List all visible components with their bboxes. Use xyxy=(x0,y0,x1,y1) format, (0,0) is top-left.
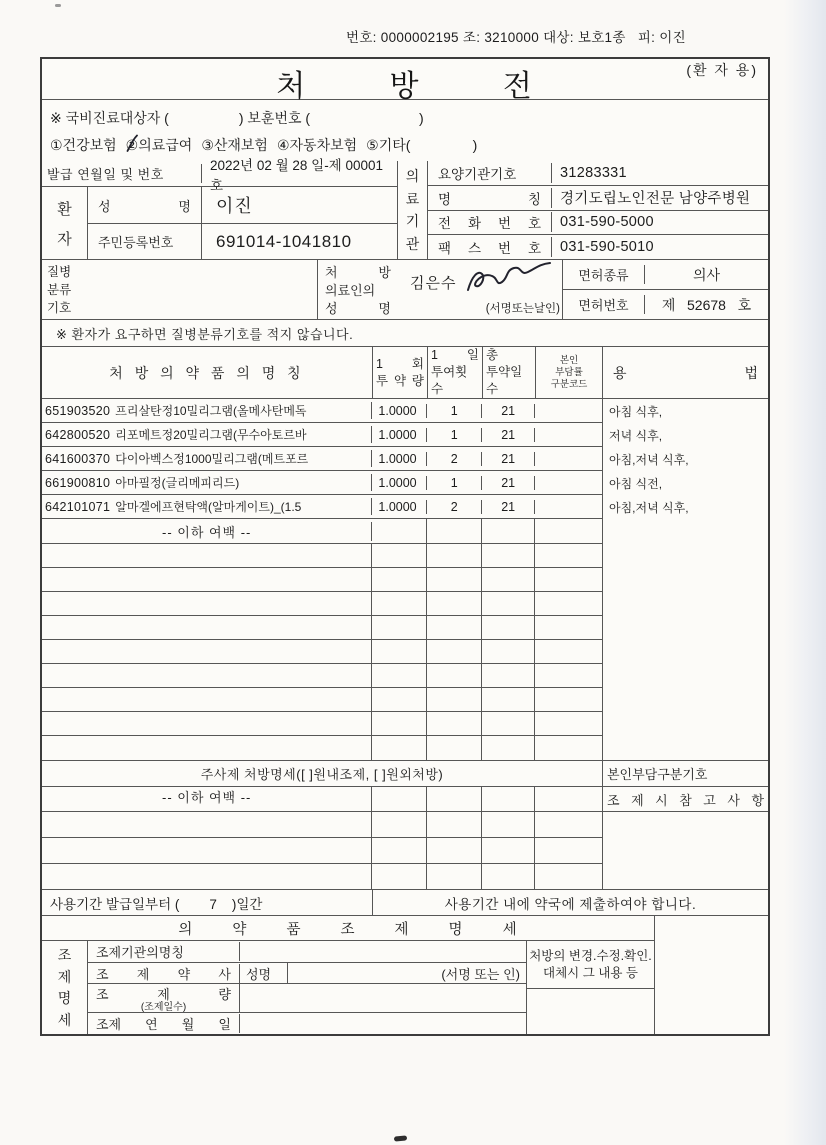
usage-period-section xyxy=(42,890,768,916)
drug-frequency: 1 xyxy=(427,476,482,490)
pharmacist-note-label: 조 제 시 참 고 사 항 xyxy=(607,792,764,808)
pharmacist-name-sublabel: 성명 xyxy=(240,963,288,984)
drug-days: 21 xyxy=(482,404,535,418)
institution-group-label: 의 료 기 관 xyxy=(398,161,428,259)
drug-dose: 1.0000 xyxy=(372,500,427,514)
drug-name: 리포메트정20밀리그램(무수아토르바 xyxy=(115,428,307,442)
license-no-value: 제 52678 호 xyxy=(661,296,752,313)
institution-phone-value: 031-590-5000 xyxy=(560,214,654,231)
medication-row xyxy=(42,447,602,471)
info-section xyxy=(42,157,768,260)
empty-medication-row xyxy=(42,736,602,760)
usage-period-notice: 사용기간 내에 약국에 제출하여야 합니다. xyxy=(444,896,697,912)
disease-code-notice: ※ 환자가 요구하면 질병분류기호를 적지 않습니다. xyxy=(42,320,768,347)
drug-name: 다이아벡스정1000밀리그램(메트포르 xyxy=(115,452,309,466)
empty-medication-row xyxy=(42,568,602,592)
injection-section xyxy=(42,761,768,787)
patient-rrn-value: 691014-1041810 xyxy=(216,231,352,251)
dispense-group-label: 조 제 명 세 xyxy=(42,941,88,1034)
col-header-dose: 1 회 투 약 량 xyxy=(373,347,428,398)
dispense-section xyxy=(42,916,768,1034)
drug-code: 642800520 xyxy=(45,427,111,442)
pharmacist-note-area xyxy=(603,812,768,889)
institution-name-label: 명 칭 xyxy=(428,188,552,208)
col-header-usage: 용 법 xyxy=(613,364,758,381)
drug-code: 641600370 xyxy=(45,451,111,466)
injection-end-row xyxy=(42,787,768,812)
lower-empty-rows xyxy=(42,812,768,890)
medication-row xyxy=(42,471,602,495)
drug-days: 21 xyxy=(482,476,535,490)
insurance-option-health: ①건강보험 xyxy=(50,137,117,153)
drug-frequency: 1 xyxy=(427,428,482,442)
institution-name-value: 경기도립노인전문 남양주병원 xyxy=(560,191,751,208)
dispense-amount-label: 조 제 량 (조제일수) xyxy=(88,984,240,1012)
copay-code-label: 본인부담구분기호 xyxy=(607,767,708,782)
prescriber-section xyxy=(42,260,768,320)
injection-label: 주사제 처방명세([ ]원내조제, [ ]원외처방) xyxy=(42,761,603,786)
prescription-change-value xyxy=(527,989,654,1034)
disease-code-value xyxy=(88,260,318,319)
drug-days: 21 xyxy=(482,452,535,466)
empty-row xyxy=(42,838,602,864)
dispense-org-value xyxy=(240,941,526,962)
empty-medication-row xyxy=(42,688,602,712)
government-care-line: ※ 국비진료대상자 ( ) 보훈번호 ( ) xyxy=(50,110,424,126)
usage-instruction: 아침,저녁 식후, xyxy=(609,501,689,515)
drug-name: 아마필정(글리메피리드) xyxy=(115,476,240,490)
drug-frequency: 1 xyxy=(427,404,482,418)
usage-instruction: 아침,저녁 식후, xyxy=(609,453,689,467)
dispense-amount-value xyxy=(240,984,526,1012)
dispense-org-label: 조제기관의명칭 xyxy=(88,942,240,961)
end-of-list-marker: -- 이하 여백 -- xyxy=(42,787,372,811)
drug-code: 651903520 xyxy=(45,403,111,418)
institution-fax-label: 팩 스 번 호 xyxy=(428,237,552,257)
usage-instruction: 아침 식전, xyxy=(609,477,663,491)
col-header-drug-name: 처 방 의 약 품 의 명 칭 xyxy=(42,347,373,398)
medication-table xyxy=(42,347,768,761)
drug-dose: 1.0000 xyxy=(372,452,427,466)
insurance-option-industrial: ③산재보험 xyxy=(201,137,268,153)
col-header-copay-code: 본인 부담률 구분코드 xyxy=(536,347,603,398)
patient-copy-label: (환 자 용) xyxy=(686,62,758,78)
col-header-days: 총 투약일수 xyxy=(483,347,536,398)
drug-days: 21 xyxy=(482,500,535,514)
issue-date-value: 2022년 02 월 28 일-제 00001 호 xyxy=(210,157,384,193)
patient-group-label: 환 자 xyxy=(42,187,88,259)
drug-code: 642101071 xyxy=(45,499,111,514)
handwritten-signature xyxy=(462,260,554,300)
insurance-option-etc: ⑤기타( ) xyxy=(366,137,478,153)
drug-dose: 1.0000 xyxy=(372,404,427,418)
drug-name: 프리살탄정10밀리그램(올메사탄메독 xyxy=(115,404,307,418)
usage-column xyxy=(603,399,768,760)
license-no-label: 면허번호 xyxy=(563,295,645,314)
drug-frequency: 2 xyxy=(427,500,482,514)
drug-code: 661900810 xyxy=(45,475,111,490)
usage-instruction: 아침 식후, xyxy=(609,405,663,419)
dispense-header: 의 약 품 조 제 명 세 xyxy=(42,916,654,941)
dispense-date-value xyxy=(240,1013,526,1034)
disease-code-label: 질병 분류 기호 xyxy=(47,265,72,316)
right-margin-column xyxy=(655,916,768,1034)
usage-instruction: 저녁 식후, xyxy=(609,429,663,443)
insurance-type-line xyxy=(50,132,760,158)
prescription-form xyxy=(40,57,770,1036)
medication-row xyxy=(42,495,602,519)
col-header-frequency: 1 일 투여횟수 xyxy=(428,347,483,398)
license-type-value: 의사 xyxy=(692,266,721,283)
form-title: 처 방 전 xyxy=(276,70,534,103)
drug-frequency: 2 xyxy=(427,452,482,466)
prescriber-name-label: 처 방 의료인의 성 명 xyxy=(325,265,391,317)
medication-table-header xyxy=(42,347,768,399)
empty-medication-row xyxy=(42,616,602,640)
empty-medication-row xyxy=(42,544,602,568)
prescription-change-note: 처방의 변경.수정.확인. 대체시 그 내용 등 xyxy=(526,941,654,1034)
institution-fax-value: 031-590-5010 xyxy=(560,239,654,256)
empty-row xyxy=(42,812,602,838)
institution-phone-label: 전 화 번 호 xyxy=(428,212,552,232)
prescriber-name: 김은수 xyxy=(410,275,457,292)
scan-artifact xyxy=(55,4,61,7)
empty-medication-row xyxy=(42,712,602,736)
sign-or-seal-note: (서명또는날인) xyxy=(485,303,560,315)
document-reference-line: 번호: 0000002195 조: 3210000 대상: 보호1종 피: 이진 xyxy=(346,30,686,45)
prescriber-signature-cell xyxy=(398,260,563,319)
usage-period-value: 사용기간 발급일부터 ( 7 )일간 xyxy=(42,890,373,915)
drug-dose: 1.0000 xyxy=(372,476,427,490)
medication-row xyxy=(42,399,602,423)
empty-row xyxy=(42,864,602,889)
title-section xyxy=(42,59,768,161)
dispense-amount-sublabel: (조제일수) xyxy=(140,1002,187,1013)
end-of-list-row xyxy=(42,519,602,544)
dispense-pharmacist-label: 조 제 약 사 xyxy=(88,964,240,983)
drug-days: 21 xyxy=(482,428,535,442)
drug-name: 알마겔에프현탁액(알마게이트)_(1.5 xyxy=(115,500,302,514)
dispense-date-label: 조제 연 월 일 xyxy=(88,1014,240,1033)
empty-medication-row xyxy=(42,592,602,616)
patient-rrn-label: 주민등록번호 xyxy=(88,224,202,259)
patient-name-label: 성 명 xyxy=(88,187,202,223)
patient-name-value: 이진 xyxy=(216,196,253,216)
insurance-option-medicalaid: ②의료급여 xyxy=(126,132,193,158)
license-type-label: 면허종류 xyxy=(563,265,645,284)
empty-medication-row xyxy=(42,640,602,664)
empty-medication-row xyxy=(42,664,602,688)
issue-date-label: 발급 연월일 및 번호 xyxy=(42,164,202,183)
end-of-list-marker: -- 이하 여백 -- xyxy=(42,522,372,541)
scan-artifact xyxy=(394,1135,407,1141)
drug-dose: 1.0000 xyxy=(372,428,427,442)
medication-row xyxy=(42,423,602,447)
institution-code-label: 요양기관기호 xyxy=(428,163,552,183)
institution-code-value: 31283331 xyxy=(560,164,627,181)
pharmacist-sign-note: (서명 또는 인) xyxy=(441,966,520,982)
insurance-option-car: ④자동차보험 xyxy=(276,137,358,153)
